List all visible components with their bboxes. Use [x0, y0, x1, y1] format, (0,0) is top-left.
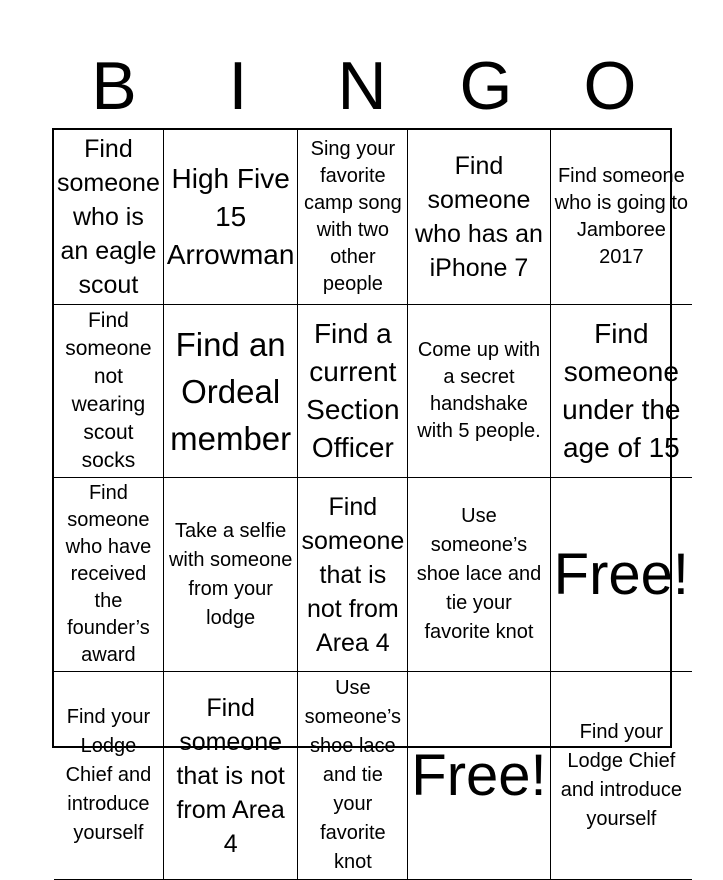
- cell-text: Find someone who have received the founder’s award: [65, 482, 152, 666]
- header-letter-g: G: [459, 48, 513, 124]
- cell-text: Find someone who is an eagle scout: [57, 135, 160, 299]
- bingo-cell-r1c5[interactable]: [551, 130, 692, 305]
- cell-text: Find your Lodge Chief and introduce yourself: [560, 720, 682, 830]
- bingo-cell-r1c3[interactable]: [298, 130, 408, 305]
- cell-text: Find your Lodge Chief and introduce yourself: [65, 706, 152, 844]
- header-letter-i: I: [228, 48, 248, 124]
- bingo-cell-r3c3[interactable]: [298, 478, 408, 672]
- cell-text: Find someone who has an iPhone 7: [415, 152, 543, 282]
- cell-text: Find someone who is going to Jamboree 2017: [554, 165, 689, 268]
- bingo-cell-r1c2[interactable]: [164, 130, 299, 305]
- cell-text: Find someone that is not from Area 4: [301, 492, 405, 657]
- bingo-header: [52, 44, 672, 128]
- bingo-cell-r2c1[interactable]: [54, 305, 164, 478]
- cell-text: Sing your favorite camp song with two other people: [303, 138, 402, 295]
- cell-text: Use someone’s shoe lace and tie your favorite knot: [304, 677, 402, 873]
- bingo-cell-r2c5[interactable]: [551, 305, 692, 478]
- free-space-text: Free!: [411, 742, 547, 808]
- cell-text: Find a current Section Officer: [306, 318, 400, 463]
- cell-text: Come up with a secret handshake with 5 people.: [417, 339, 541, 442]
- cell-text: High Five 15 Arrowman: [166, 163, 295, 270]
- bingo-cell-r3c5[interactable]: [551, 478, 692, 672]
- bingo-cell-r2c4[interactable]: [408, 305, 550, 478]
- bingo-cell-r1c1[interactable]: [54, 130, 164, 305]
- bingo-cell-r4c1[interactable]: [54, 672, 164, 880]
- header-letter-o: O: [583, 48, 637, 124]
- cell-text: Use someone’s shoe lace and tie your favorite knot: [416, 505, 542, 643]
- cell-text: Find someone that is not from Area 4: [176, 693, 285, 858]
- free-space-text: Free!: [553, 541, 690, 607]
- bingo-cell-r3c1[interactable]: [54, 478, 164, 672]
- cell-text: Find an Ordeal member: [170, 325, 292, 457]
- cell-text: Take a selfie with someone from your lodge: [168, 519, 293, 629]
- bingo-cell-r3c2[interactable]: [164, 478, 299, 672]
- cell-text: Find someone not wearing scout socks: [65, 309, 152, 472]
- cell-text: Find someone under the age of 15: [562, 318, 681, 463]
- bingo-cell-r2c2[interactable]: [164, 305, 299, 478]
- bingo-cell-r4c2[interactable]: [164, 672, 299, 880]
- bingo-cell-r4c5[interactable]: [551, 672, 692, 880]
- bingo-cell-r1c4[interactable]: [408, 130, 550, 305]
- header-letter-b: B: [91, 48, 137, 124]
- bingo-cell-r4c4[interactable]: [408, 672, 550, 880]
- header-letter-n: N: [337, 48, 387, 124]
- bingo-cell-r2c3[interactable]: [298, 305, 408, 478]
- bingo-board: [52, 128, 690, 873]
- bingo-cell-r4c3[interactable]: [298, 672, 408, 880]
- bingo-cell-r3c4[interactable]: [408, 478, 550, 672]
